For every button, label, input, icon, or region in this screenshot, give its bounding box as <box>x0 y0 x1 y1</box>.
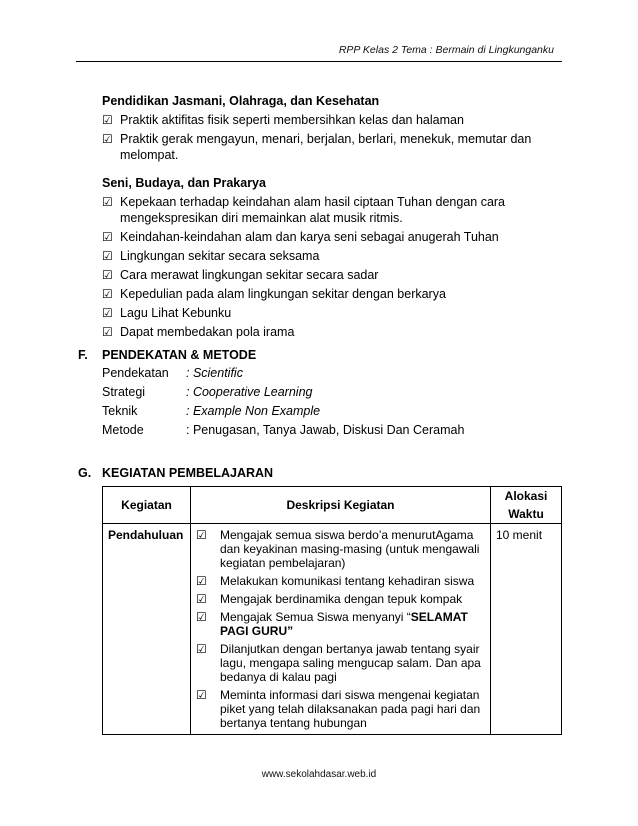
list-item: ☑ Melakukan komunikasi tentang kehadiran siswa <box>196 574 475 588</box>
list-item: ☑ Mengajak Semua Siswa menyanyi “SELAMAT PAGI GURU” <box>196 610 468 638</box>
list-item: ☑ Praktik gerak mengayun, menari, berjalan, berlari, menekuk, memutar dan melompat. <box>102 132 532 162</box>
list-item: ☑ Praktik aktifitas fisik seperti membersihkan kelas dan halaman <box>102 113 464 127</box>
list-item: ☑ Cara merawat lingkungan sekitar secara sadar <box>102 268 379 282</box>
section-g-title: KEGIATAN PEMBELAJARAN <box>102 466 274 480</box>
list-item: ☑ Kepedulian pada alam lingkungan sekitar dengan berkarya <box>102 287 446 301</box>
meta-row-technique: Teknik : Example Non Example <box>102 404 321 418</box>
footer-site: www.sekolahdasar.web.id <box>261 769 377 780</box>
checkbox-checked-icon: ☑ <box>102 132 113 146</box>
section-f-title: PENDEKATAN & METODE <box>102 348 257 362</box>
description-cell <box>191 524 491 735</box>
checkbox-checked-icon: ☑ <box>102 268 113 282</box>
header-rule <box>76 61 562 62</box>
meta-row-approach: Pendekatan : Scientific <box>102 366 243 380</box>
list-item: ☑ Kepekaan terhadap keindahan alam hasil ciptaan Tuhan dengan cara mengekspresikan diri memainkan alat musik ritmis. <box>102 195 506 225</box>
pjok-title: Pendidikan Jasmani, Olahraga, dan Kesehatan <box>102 94 380 108</box>
checkbox-checked-icon: ☑ <box>102 325 113 339</box>
checkbox-checked-icon: ☑ <box>196 688 207 702</box>
table-header-row <box>103 487 562 524</box>
steps-list <box>196 528 485 730</box>
list-item: ☑ Dapat membedakan pola irama <box>102 325 295 339</box>
col-header-activity: Kegiatan <box>103 487 191 524</box>
activity-table <box>102 486 562 735</box>
checkbox-checked-icon: ☑ <box>196 528 207 542</box>
checkbox-checked-icon: ☑ <box>102 230 113 244</box>
approach-method-list <box>102 366 464 442</box>
list-item: ☑ Mengajak semua siswa berdo’a menurutAgama dan keyakinan masing-masing (untuk mengawali kegiatan pembelajaran) <box>196 528 480 570</box>
checkbox-checked-icon: ☑ <box>102 287 113 301</box>
list-item: ☑ Meminta informasi dari siswa mengenai kegiatan piket yang telah dilaksanakan pada pagi hari dan bertanya tentang hubungan <box>196 688 481 730</box>
sbdp-list <box>102 194 542 343</box>
col-header-time: Alokasi Waktu <box>491 487 562 524</box>
col-header-description: Deskripsi Kegiatan <box>191 487 491 524</box>
checkbox-checked-icon: ☑ <box>196 610 207 624</box>
time-cell: 10 menit <box>491 524 562 735</box>
checkbox-checked-icon: ☑ <box>102 195 113 209</box>
section-g-letter: G. <box>78 466 92 480</box>
checkbox-checked-icon: ☑ <box>102 113 113 127</box>
phase-cell: Pendahuluan <box>103 524 191 735</box>
sbdp-title: Seni, Budaya, dan Prakarya <box>102 176 266 190</box>
checkbox-checked-icon: ☑ <box>196 574 207 588</box>
list-item: ☑ Lagu Lihat Kebunku <box>102 306 232 320</box>
checkbox-checked-icon: ☑ <box>102 249 113 263</box>
meta-row-strategy: Strategi : Cooperative Learning <box>102 385 313 399</box>
checkbox-checked-icon: ☑ <box>196 642 207 656</box>
running-header: RPP Kelas 2 Tema : Bermain di Lingkunganku <box>338 44 554 56</box>
checkbox-checked-icon: ☑ <box>196 592 207 606</box>
section-f-letter: F. <box>78 348 88 362</box>
pjok-list <box>102 112 542 166</box>
checkbox-checked-icon: ☑ <box>102 306 113 320</box>
meta-row-method: Metode : Penugasan, Tanya Jawab, Diskusi Dan Ceramah <box>102 423 465 437</box>
list-item: ☑ Keindahan-keindahan alam dan karya seni sebagai anugerah Tuhan <box>102 230 499 244</box>
list-item: ☑ Mengajak berdinamika dengan tepuk kompak <box>196 592 463 606</box>
table-row <box>103 524 562 735</box>
list-item: ☑ Lingkungan sekitar secara seksama <box>102 249 320 263</box>
list-item: ☑ Dilanjutkan dengan bertanya jawab tentang syair lagu, mengapa saling mengucap salam. Dan apa bedanya di kalau pagi <box>196 642 481 684</box>
